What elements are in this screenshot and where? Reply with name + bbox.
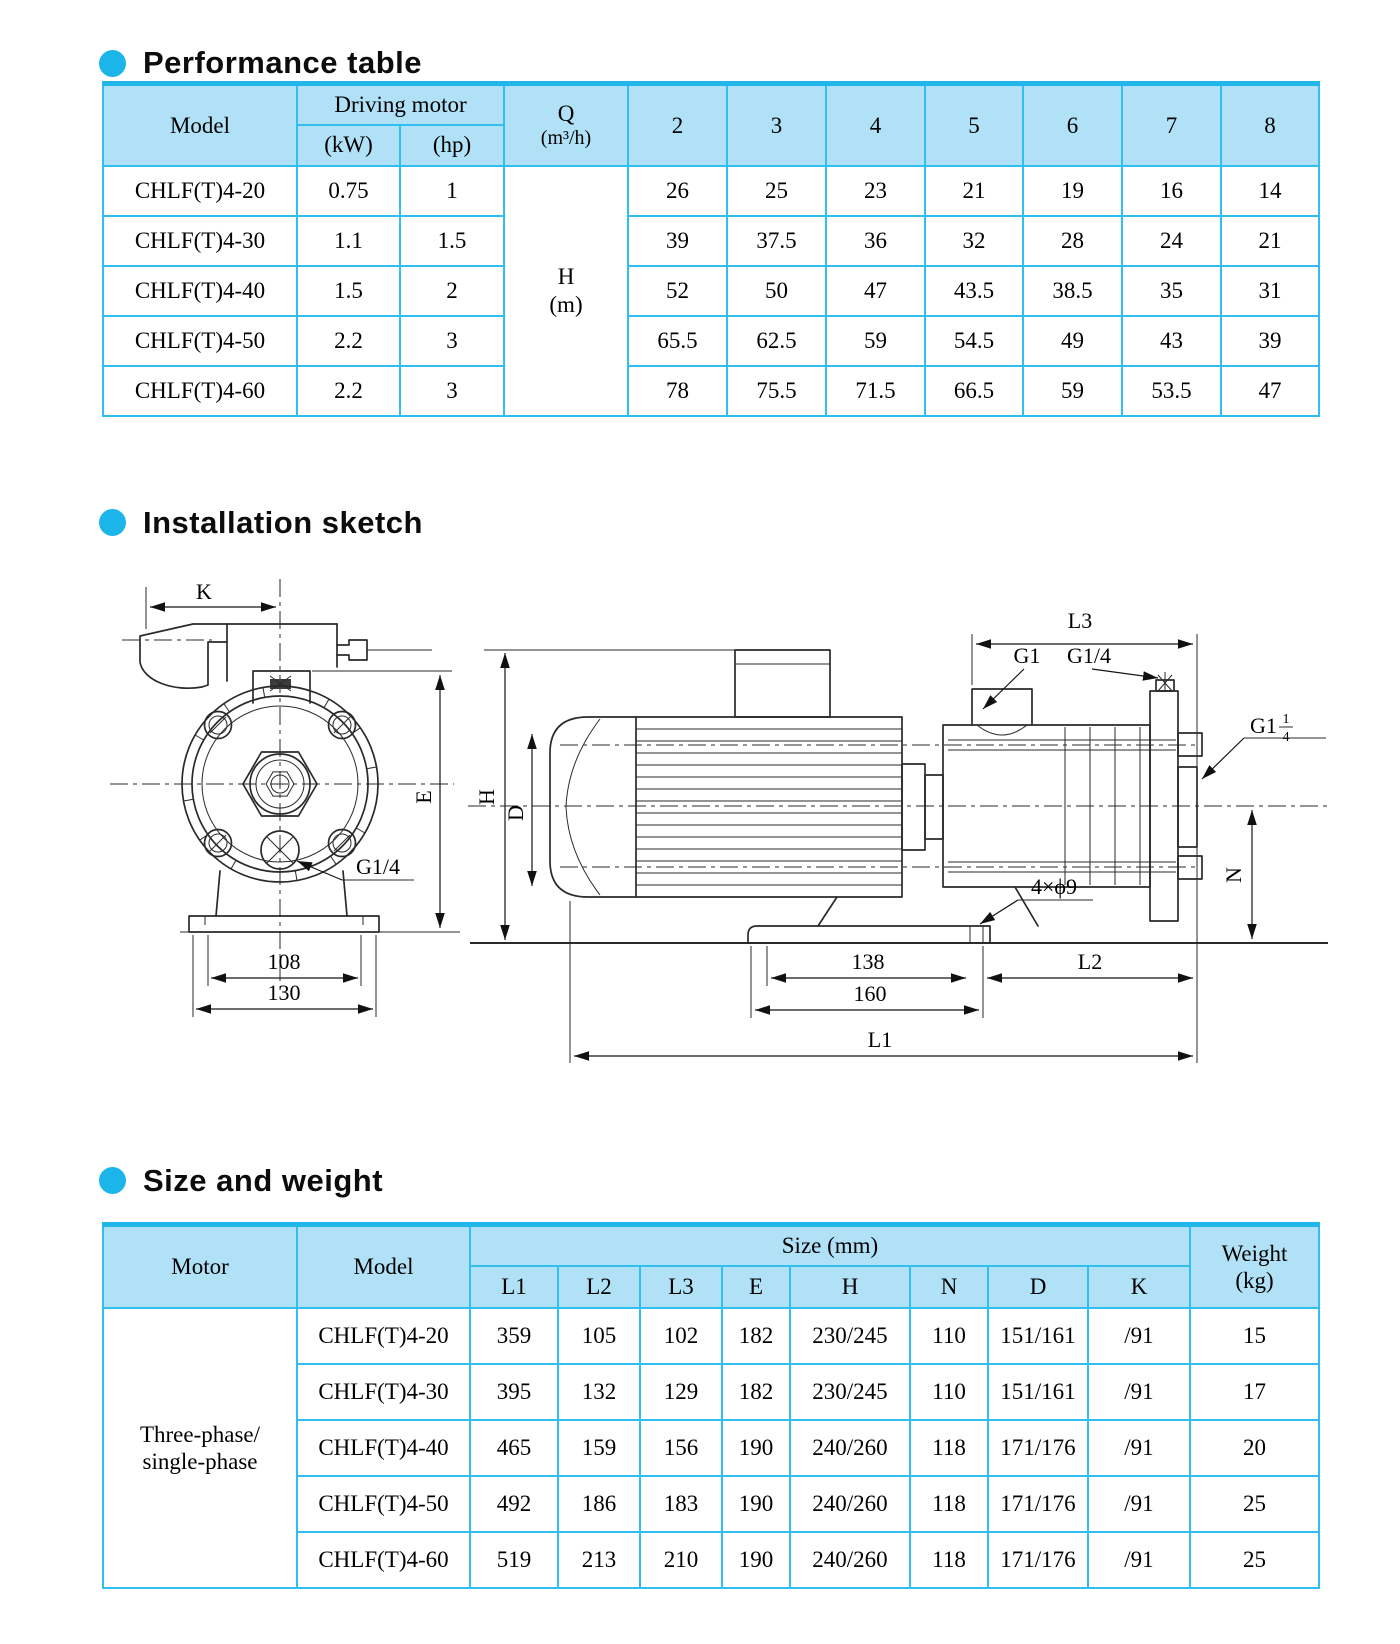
cell-h: 14 bbox=[1221, 166, 1319, 216]
port-label-g1-1-4 bbox=[1202, 712, 1326, 779]
dim-label-160: 160 bbox=[853, 980, 887, 1006]
col-header-h: H bbox=[790, 1266, 910, 1308]
col-header-flow-7: 7 bbox=[1122, 84, 1221, 166]
cell-size: 492 bbox=[470, 1476, 558, 1532]
cell-size: 132 bbox=[558, 1364, 640, 1420]
side-view bbox=[468, 608, 1328, 1063]
section-bullet-icon bbox=[99, 509, 126, 536]
dim-label-n: N bbox=[1221, 866, 1246, 883]
cell-size: 186 bbox=[558, 1476, 640, 1532]
col-header-flow-8: 8 bbox=[1221, 84, 1319, 166]
port-label-g14-side: G1/4 bbox=[1067, 642, 1111, 668]
cell-h: 71.5 bbox=[826, 366, 925, 416]
cell-h: 39 bbox=[1221, 316, 1319, 366]
installation-sketch-drawing bbox=[80, 539, 1400, 1079]
cell-model: CHLF(T)4-50 bbox=[297, 1476, 470, 1532]
cell-size: 118 bbox=[910, 1532, 988, 1588]
col-header-l3: L3 bbox=[640, 1266, 722, 1308]
front-view bbox=[110, 579, 460, 1017]
port-label-g14-front: G1/4 bbox=[356, 853, 400, 879]
cell-h: 23 bbox=[826, 166, 925, 216]
cell-hp: 3 bbox=[400, 316, 504, 366]
cell-head-unit: H (m) bbox=[504, 166, 628, 416]
cell-h: 50 bbox=[727, 266, 826, 316]
cell-h: 59 bbox=[826, 316, 925, 366]
cell-h: 38.5 bbox=[1023, 266, 1122, 316]
svg-text:G1: G1 bbox=[1250, 712, 1277, 738]
dim-label-l1: L1 bbox=[867, 1026, 893, 1052]
table-row bbox=[103, 266, 1319, 316]
cell-model: CHLF(T)4-40 bbox=[103, 266, 297, 316]
cell-h: 43.5 bbox=[925, 266, 1023, 316]
sketch-title: Installation sketch bbox=[143, 504, 423, 540]
table-row bbox=[103, 366, 1319, 416]
cell-h: 39 bbox=[628, 216, 727, 266]
cell-h: 47 bbox=[826, 266, 925, 316]
cell-model: CHLF(T)4-40 bbox=[297, 1420, 470, 1476]
performance-table bbox=[102, 81, 1320, 417]
dim-label-k: K bbox=[196, 578, 212, 604]
col-header-l1: L1 bbox=[470, 1266, 558, 1308]
col-header-e: E bbox=[722, 1266, 790, 1308]
cell-h: 35 bbox=[1122, 266, 1221, 316]
section-bullet-icon bbox=[99, 50, 126, 77]
cell-weight: 20 bbox=[1190, 1420, 1319, 1476]
svg-text:4: 4 bbox=[1282, 729, 1290, 745]
col-header-flow-4: 4 bbox=[826, 84, 925, 166]
label-bolt-holes: 4×ϕ9 bbox=[1031, 873, 1077, 899]
cell-h: 21 bbox=[1221, 216, 1319, 266]
col-header-n: N bbox=[910, 1266, 988, 1308]
cell-size: 230/245 bbox=[790, 1364, 910, 1420]
cell-motor-type: Three-phase/ single-phase bbox=[103, 1308, 297, 1588]
cell-size: 213 bbox=[558, 1532, 640, 1588]
cell-size: 129 bbox=[640, 1364, 722, 1420]
cell-h: 66.5 bbox=[925, 366, 1023, 416]
cell-h: 26 bbox=[628, 166, 727, 216]
col-header-q bbox=[504, 84, 628, 166]
cell-size: 240/260 bbox=[790, 1476, 910, 1532]
cell-model: CHLF(T)4-30 bbox=[103, 216, 297, 266]
table-row bbox=[103, 216, 1319, 266]
q-label: Q bbox=[557, 100, 575, 126]
cell-h: 65.5 bbox=[628, 316, 727, 366]
cell-kw: 2.2 bbox=[297, 366, 400, 416]
cell-weight: 25 bbox=[1190, 1476, 1319, 1532]
sketch-section-heading bbox=[99, 505, 1400, 541]
cell-model: CHLF(T)4-20 bbox=[297, 1308, 470, 1364]
dim-label-l3: L3 bbox=[1067, 607, 1093, 633]
cell-size: 156 bbox=[640, 1420, 722, 1476]
cell-size: /91 bbox=[1088, 1532, 1190, 1588]
col-header-size-group: Size (mm) bbox=[470, 1224, 1190, 1266]
cell-size: 118 bbox=[910, 1476, 988, 1532]
dim-label-d: D bbox=[503, 804, 528, 821]
col-header-driving-motor: Driving motor bbox=[297, 84, 504, 125]
dim-label-h: H bbox=[474, 788, 499, 805]
col-header-l2: L2 bbox=[558, 1266, 640, 1308]
cell-h: 28 bbox=[1023, 216, 1122, 266]
cell-size: 190 bbox=[722, 1420, 790, 1476]
cell-size: 183 bbox=[640, 1476, 722, 1532]
performance-title: Performance table bbox=[143, 45, 422, 80]
cell-h: 19 bbox=[1023, 166, 1122, 216]
cell-model: CHLF(T)4-60 bbox=[297, 1532, 470, 1588]
cell-size: 171/176 bbox=[988, 1476, 1088, 1532]
cell-size: 171/176 bbox=[988, 1420, 1088, 1476]
col-header-kw: (kW) bbox=[297, 125, 400, 166]
cell-h: 25 bbox=[727, 166, 826, 216]
cell-size: 395 bbox=[470, 1364, 558, 1420]
cell-kw: 1.1 bbox=[297, 216, 400, 266]
port-label-g1: G1 bbox=[1013, 642, 1041, 668]
cell-size: 465 bbox=[470, 1420, 558, 1476]
cell-size: 105 bbox=[558, 1308, 640, 1364]
cell-size: 171/176 bbox=[988, 1532, 1088, 1588]
table-row bbox=[103, 1308, 1319, 1364]
cell-size: 159 bbox=[558, 1420, 640, 1476]
cell-h: 75.5 bbox=[727, 366, 826, 416]
cell-h: 16 bbox=[1122, 166, 1221, 216]
cell-h: 43 bbox=[1122, 316, 1221, 366]
cell-size: 210 bbox=[640, 1532, 722, 1588]
cell-kw: 1.5 bbox=[297, 266, 400, 316]
cell-h: 32 bbox=[925, 216, 1023, 266]
col-header-flow-2: 2 bbox=[628, 84, 727, 166]
cell-hp: 1 bbox=[400, 166, 504, 216]
cell-size: 190 bbox=[722, 1532, 790, 1588]
col-header-k: K bbox=[1088, 1266, 1190, 1308]
q-unit: (m³/h) bbox=[540, 127, 592, 150]
cell-h: 21 bbox=[925, 166, 1023, 216]
cell-size: /91 bbox=[1088, 1476, 1190, 1532]
col-header-weight: Weight (kg) bbox=[1190, 1224, 1319, 1308]
col-header-hp: (hp) bbox=[400, 125, 504, 166]
cell-hp: 2 bbox=[400, 266, 504, 316]
col-header-flow-6: 6 bbox=[1023, 84, 1122, 166]
cell-weight: 17 bbox=[1190, 1364, 1319, 1420]
col-header-model: Model bbox=[103, 84, 297, 166]
cell-kw: 0.75 bbox=[297, 166, 400, 216]
cell-h: 47 bbox=[1221, 366, 1319, 416]
cell-size: 190 bbox=[722, 1476, 790, 1532]
cell-size: 151/161 bbox=[988, 1308, 1088, 1364]
cell-h: 52 bbox=[628, 266, 727, 316]
cell-size: 151/161 bbox=[988, 1364, 1088, 1420]
col-header-motor: Motor bbox=[103, 1224, 297, 1308]
dim-label-138: 138 bbox=[851, 948, 885, 974]
cell-h: 49 bbox=[1023, 316, 1122, 366]
cell-kw: 2.2 bbox=[297, 316, 400, 366]
cell-size: 102 bbox=[640, 1308, 722, 1364]
cell-size: /91 bbox=[1088, 1420, 1190, 1476]
cell-size: 359 bbox=[470, 1308, 558, 1364]
col-header-d: D bbox=[988, 1266, 1088, 1308]
size-weight-table bbox=[102, 1222, 1320, 1590]
cell-h: 62.5 bbox=[727, 316, 826, 366]
cell-model: CHLF(T)4-30 bbox=[297, 1364, 470, 1420]
sizeweight-title: Size and weight bbox=[143, 1162, 384, 1198]
col-header-model: Model bbox=[297, 1224, 470, 1308]
cell-h: 54.5 bbox=[925, 316, 1023, 366]
cell-size: 240/260 bbox=[790, 1420, 910, 1476]
cell-size: 230/245 bbox=[790, 1308, 910, 1364]
cell-h: 31 bbox=[1221, 266, 1319, 316]
cell-h: 78 bbox=[628, 366, 727, 416]
cell-model: CHLF(T)4-50 bbox=[103, 316, 297, 366]
cell-weight: 25 bbox=[1190, 1532, 1319, 1588]
cell-size: 519 bbox=[470, 1532, 558, 1588]
table-row bbox=[103, 316, 1319, 366]
col-header-flow-5: 5 bbox=[925, 84, 1023, 166]
svg-text:1: 1 bbox=[1282, 711, 1290, 727]
cell-hp: 3 bbox=[400, 366, 504, 416]
dim-label-l2: L2 bbox=[1077, 948, 1103, 974]
section-bullet-icon bbox=[99, 1167, 126, 1194]
dim-label-108: 108 bbox=[267, 948, 301, 974]
cell-size: 110 bbox=[910, 1364, 988, 1420]
cell-weight: 15 bbox=[1190, 1308, 1319, 1364]
cell-size: 240/260 bbox=[790, 1532, 910, 1588]
dim-label-130: 130 bbox=[267, 979, 301, 1005]
cell-size: 110 bbox=[910, 1308, 988, 1364]
performance-section-heading bbox=[99, 45, 1400, 81]
table-row bbox=[103, 166, 1319, 216]
cell-size: 182 bbox=[722, 1308, 790, 1364]
cell-size: 118 bbox=[910, 1420, 988, 1476]
cell-h: 36 bbox=[826, 216, 925, 266]
cell-h: 53.5 bbox=[1122, 366, 1221, 416]
cell-model: CHLF(T)4-60 bbox=[103, 366, 297, 416]
cell-model: CHLF(T)4-20 bbox=[103, 166, 297, 216]
dim-label-e: E bbox=[411, 789, 436, 804]
cell-size: 182 bbox=[722, 1364, 790, 1420]
cell-size: /91 bbox=[1088, 1308, 1190, 1364]
cell-size: /91 bbox=[1088, 1364, 1190, 1420]
cell-h: 24 bbox=[1122, 216, 1221, 266]
cell-h: 37.5 bbox=[727, 216, 826, 266]
cell-hp: 1.5 bbox=[400, 216, 504, 266]
sizeweight-section-heading bbox=[99, 1163, 1400, 1199]
col-header-flow-3: 3 bbox=[727, 84, 826, 166]
cell-h: 59 bbox=[1023, 366, 1122, 416]
